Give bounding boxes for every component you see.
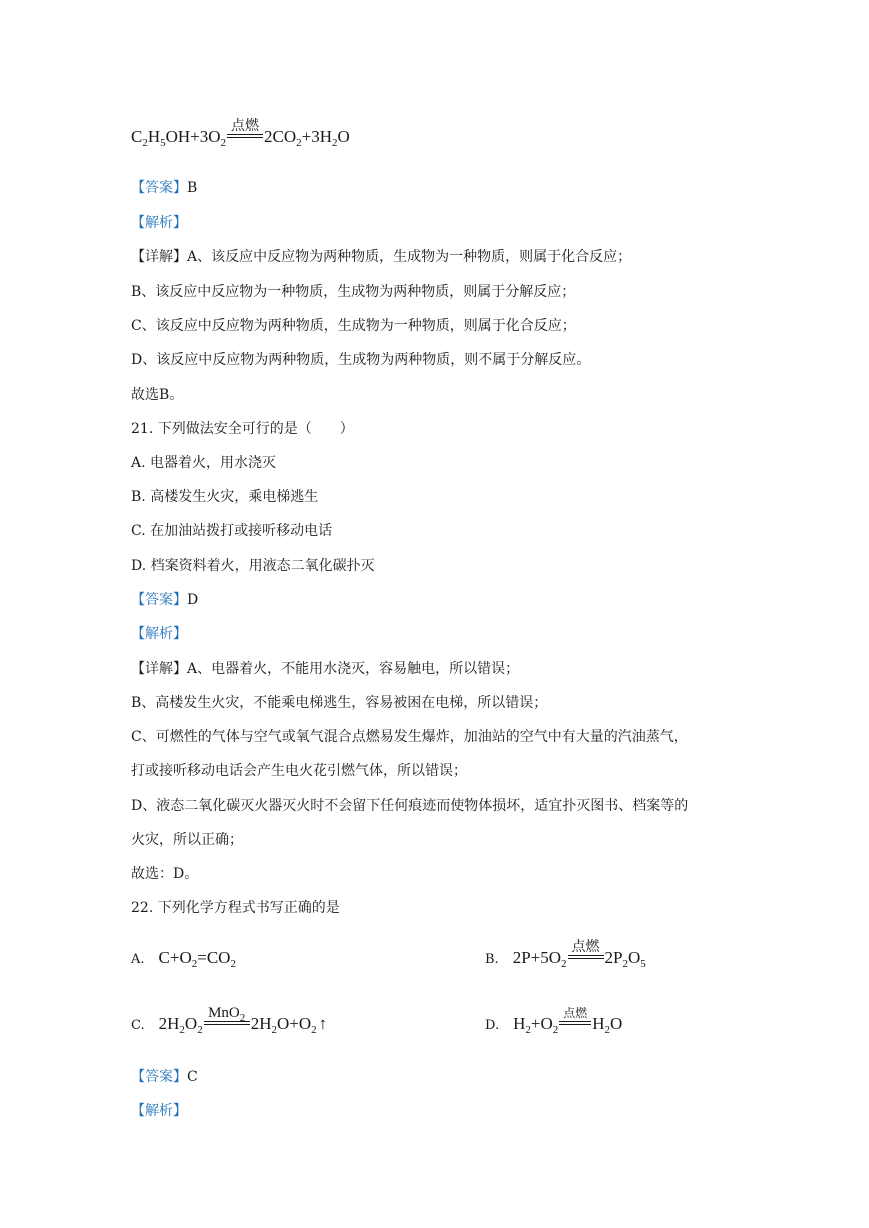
- gas-arrow-icon: ↑: [318, 1014, 328, 1033]
- q22-answer: 【答案】C: [131, 1069, 198, 1085]
- q21-answer: 【答案】D: [131, 592, 199, 608]
- q21-detail-d-cont: 火灾，所以正确；: [131, 832, 243, 848]
- reaction-condition: 点燃: [227, 127, 263, 147]
- catalyst-condition: MnO$_2$: [204, 1014, 250, 1034]
- q22-analysis-tag: 【解析】: [131, 1103, 187, 1119]
- q21-detail-c-cont: 打或接听移动电话会产生电火花引燃气体，所以错误；: [131, 763, 467, 779]
- q22-option-a: A. $C+O_2=CO_2$: [131, 948, 236, 970]
- q21-detail-a: 【详解】A、电器着火，不能用水浇灭，容易触电，所以错误；: [131, 661, 520, 677]
- q21-detail-c: C、可燃性的气体与空气或氧气混合点燃易发生爆炸，加油站的空气中有大量的汽油蒸气，: [131, 729, 688, 745]
- top-equation: $C_2H_5OH+3O_2$ 点燃 $2CO_2+3H_2O$: [131, 118, 350, 149]
- q21-stem: 21. 下列做法安全可行的是（ ）: [131, 421, 354, 437]
- q20-analysis-tag: 【解析】: [131, 215, 187, 231]
- reaction-condition: 点燃: [559, 1014, 591, 1034]
- q21-conclusion: 故选：D。: [131, 866, 199, 882]
- q21-detail-d: D、液态二氧化碳灭火器灭火时不会留下任何痕迹而使物体损坏，适宜扑灭图书、档案等的: [131, 798, 689, 814]
- q22-option-b: B. $2P+5O_2$ 点燃 $2P_2O_5$: [485, 939, 646, 970]
- q20-detail-b: B、该反应中反应物为一种物质，生成物为两种物质，则属于分解反应；: [131, 284, 576, 300]
- q20-detail-a: 【详解】A、该反应中反应物为两种物质，生成物为一种物质，则属于化合反应；: [131, 249, 632, 265]
- q20-answer: 【答案】B: [131, 180, 198, 196]
- reaction-condition: 点燃: [568, 948, 604, 968]
- q21-analysis-tag: 【解析】: [131, 626, 187, 642]
- q21-option-b: B. 高楼发生火灾，乘电梯逃生: [131, 489, 319, 505]
- q20-detail-d: D、该反应中反应物为两种物质，生成物为两种物质，则不属于分解反应。: [131, 352, 591, 368]
- q21-option-a: A. 电器着火，用水浇灭: [131, 455, 277, 471]
- q21-option-d: D. 档案资料着火，用液态二氧化碳扑灭: [131, 558, 375, 574]
- q22-option-d: D. $H_2+O_2$ 点燃 $H_2O$: [485, 1006, 623, 1036]
- q21-option-c: C. 在加油站拨打或接听移动电话: [131, 523, 333, 539]
- q22-stem: 22. 下列化学方程式书写正确的是: [131, 900, 340, 916]
- q20-detail-c: C、该反应中反应物为两种物质，生成物为一种物质，则属于化合反应；: [131, 318, 576, 334]
- q21-detail-b: B、高楼发生火灾，不能乘电梯逃生，容易被困在电梯，所以错误；: [131, 695, 548, 711]
- q20-conclusion: 故选B。: [131, 387, 184, 403]
- q22-option-c: C. $2H_2O_2$ MnO$_2$ $2H_2O+O_2$ ↑: [131, 1005, 328, 1036]
